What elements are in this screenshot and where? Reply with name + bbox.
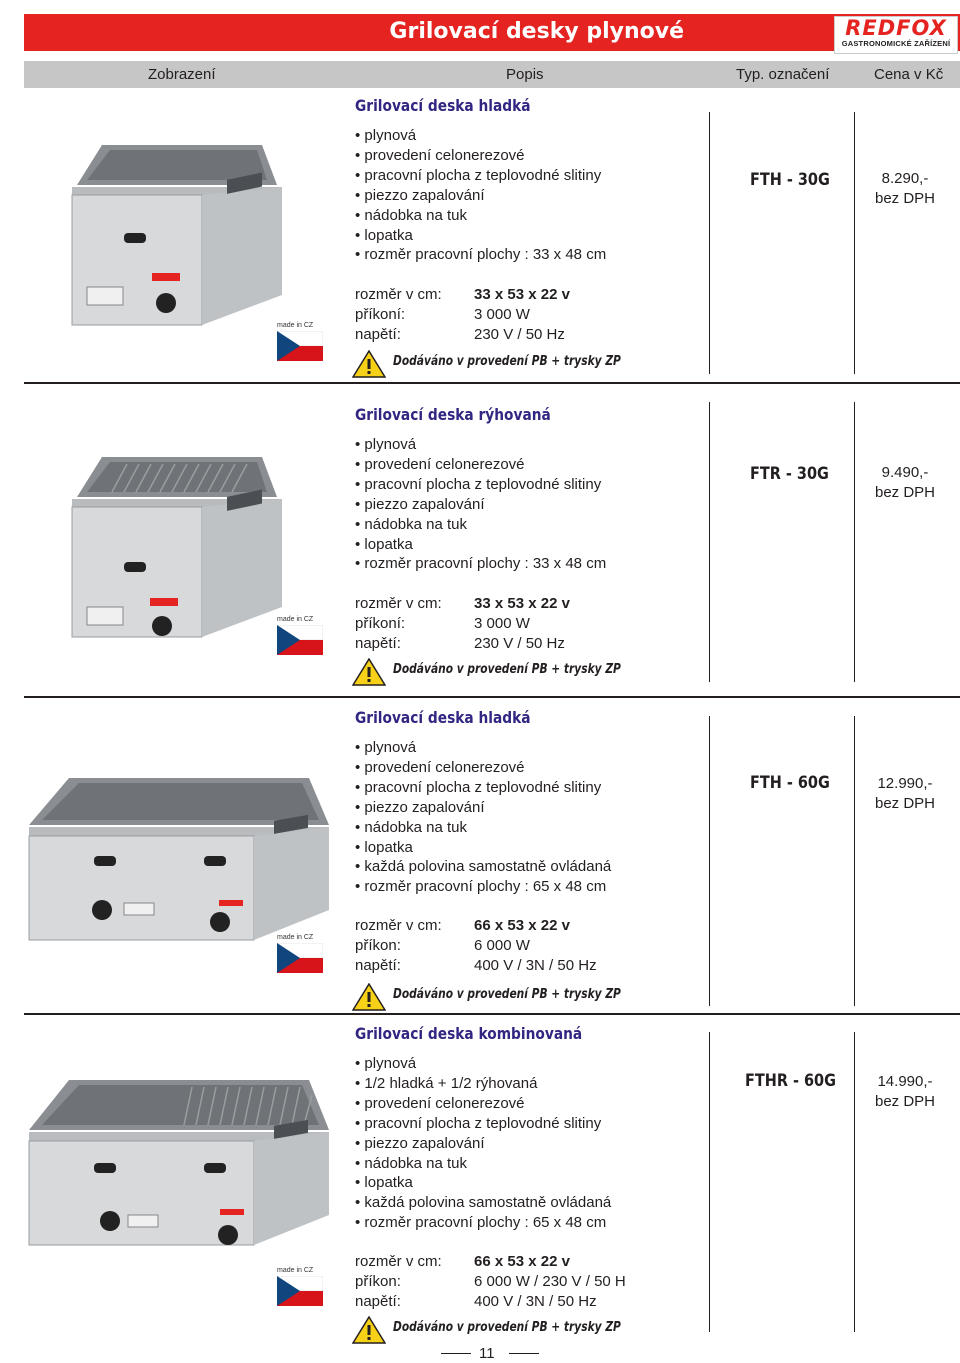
feature-list [355,126,606,265]
column-type: Typ. označení [736,66,830,83]
spec-label: napětí: [355,326,401,343]
price-value: 14.990,- [877,1073,933,1090]
made-in-label: made in CZ [277,322,314,329]
warning-icon [352,1316,386,1344]
product-code: FTH - 30G [750,170,830,190]
czech-flag-icon [277,943,323,973]
feature-item: • rozměr pracovní plochy : 65 x 48 cm [355,877,611,897]
price-block [850,1072,960,1112]
feature-item: • piezzo zapalování [355,186,606,206]
price-block [850,774,960,814]
spec-value: 33 x 53 x 22 v [474,595,570,612]
spec-label: napětí: [355,635,401,652]
feature-item: • provedení celonerezové [355,1094,611,1114]
spec-value: 3 000 W [474,306,530,323]
section-divider [24,382,960,384]
feature-list [355,435,606,574]
spec-value: 230 V / 50 Hz [474,635,565,652]
spec-table [355,285,675,345]
column-divider [709,716,710,1006]
feature-item: • lopatka [355,226,606,246]
supply-note [352,658,621,684]
product-code: FTH - 60G [750,773,830,793]
price-value: 9.490,- [881,464,929,481]
redfox-logo [834,16,958,54]
feature-item: • provedení celonerezové [355,758,611,778]
product-image-griddle [62,452,292,657]
column-image: Zobrazení [148,66,216,83]
feature-item: • pracovní plocha z teplovodné slitiny [355,166,606,186]
spec-label: příkon: [355,1273,401,1290]
price-block [850,169,960,209]
price-vat: bez DPH [874,190,936,207]
feature-item: • provedení celonerezové [355,146,606,166]
page-header-bar [24,14,960,51]
spec-label: příkoní: [355,306,406,323]
feature-item: • plynová [355,126,606,146]
feature-item: • plynová [355,738,611,758]
price-vat: bez DPH [874,795,936,812]
page-title: Grilovací desky plynové [389,19,684,44]
feature-list [355,738,611,897]
spec-value: 33 x 53 x 22 v [474,286,570,303]
product-title: Grilovací deska rýhovaná [355,405,551,424]
spec-table [355,594,675,654]
feature-item: • plynová [355,435,606,455]
warning-icon [352,983,386,1011]
feature-item: • piezzo zapalování [355,798,611,818]
price-vat: bez DPH [874,484,936,501]
product-image-griddle [62,135,292,340]
made-in-label: made in CZ [277,616,314,623]
page-footer [441,1345,541,1363]
made-in-cz-badge [277,934,325,978]
feature-item: • plynová [355,1054,611,1074]
feature-item: • pracovní plocha z teplovodné slitiny [355,475,606,495]
supply-note [352,1316,621,1342]
feature-item: • 1/2 hladká + 1/2 rýhovaná [355,1074,611,1094]
logo-subtitle: GASTRONOMICKÉ ZAŘÍZENÍ [841,39,951,48]
feature-item: • provedení celonerezové [355,455,606,475]
column-header [24,61,960,88]
product-title: Grilovací deska kombinovaná [355,1024,583,1043]
feature-item: • rozměr pracovní plochy : 65 x 48 cm [355,1213,611,1233]
column-divider [709,112,710,374]
feature-item: • piezzo zapalování [355,1134,611,1154]
warning-icon [352,658,386,686]
feature-item: • rozměr pracovní plochy : 33 x 48 cm [355,245,606,265]
footer-rule [509,1353,539,1354]
column-divider [709,402,710,682]
czech-flag-icon [277,625,323,655]
warning-icon [352,350,386,378]
feature-item: • nádobka na tuk [355,515,606,535]
spec-label: rozměr v cm: [355,1253,442,1270]
footer-rule [441,1353,471,1354]
spec-label: rozměr v cm: [355,595,442,612]
spec-label: příkon: [355,937,401,954]
product-image-griddle [24,770,334,950]
made-in-label: made in CZ [277,1267,314,1274]
spec-table [355,916,675,976]
feature-item: • nádobka na tuk [355,206,606,226]
price-value: 12.990,- [877,775,933,792]
spec-value: 400 V / 3N / 50 Hz [474,1293,597,1310]
feature-item: • lopatka [355,1173,611,1193]
product-code: FTR - 30G [750,464,829,484]
product-title: Grilovací deska hladká [355,708,531,727]
column-price: Cena v Kč [874,66,944,83]
note-text: Dodáváno v provedení PB + trysky ZP [393,662,621,677]
feature-item: • nádobka na tuk [355,818,611,838]
price-vat: bez DPH [874,1093,936,1110]
price-value: 8.290,- [881,170,929,187]
czech-flag-icon [277,1276,323,1306]
product-image-griddle [24,1075,334,1255]
spec-table [355,1252,675,1312]
feature-item: • piezzo zapalování [355,495,606,515]
spec-label: napětí: [355,1293,401,1310]
made-in-cz-badge [277,616,325,660]
column-divider [709,1032,710,1332]
note-text: Dodáváno v provedení PB + trysky ZP [393,1320,621,1335]
spec-value: 400 V / 3N / 50 Hz [474,957,597,974]
column-divider [854,402,855,682]
supply-note [352,350,621,376]
spec-value: 6 000 W / 230 V / 50 H [474,1273,626,1290]
feature-item: • pracovní plocha z teplovodné slitiny [355,1114,611,1134]
czech-flag-icon [277,331,323,361]
spec-value: 230 V / 50 Hz [474,326,565,343]
feature-item: • každá polovina samostatně ovládaná [355,857,611,877]
page-number: 11 [479,1345,495,1362]
feature-list [355,1054,611,1233]
product-code: FTHR - 60G [745,1071,836,1091]
made-in-label: made in CZ [277,934,314,941]
product-title: Grilovací deska hladká [355,96,531,115]
feature-item: • lopatka [355,838,611,858]
price-block [850,463,960,503]
feature-item: • pracovní plocha z teplovodné slitiny [355,778,611,798]
feature-item: • rozměr pracovní plochy : 33 x 48 cm [355,554,606,574]
feature-item: • nádobka na tuk [355,1154,611,1174]
made-in-cz-badge [277,1267,325,1311]
feature-item: • každá polovina samostatně ovládaná [355,1193,611,1213]
section-divider [24,1013,960,1015]
note-text: Dodáváno v provedení PB + trysky ZP [393,354,621,369]
spec-value: 3 000 W [474,615,530,632]
spec-label: příkoní: [355,615,406,632]
column-divider [854,112,855,374]
logo-brand: REDFOX [845,16,947,40]
column-divider [854,716,855,1006]
spec-value: 66 x 53 x 22 v [474,1253,570,1270]
made-in-cz-badge [277,322,325,366]
feature-item: • lopatka [355,535,606,555]
spec-label: napětí: [355,957,401,974]
spec-value: 6 000 W [474,937,530,954]
note-text: Dodáváno v provedení PB + trysky ZP [393,987,621,1002]
spec-label: rozměr v cm: [355,286,442,303]
column-description: Popis [506,66,544,83]
spec-label: rozměr v cm: [355,917,442,934]
section-divider [24,696,960,698]
spec-value: 66 x 53 x 22 v [474,917,570,934]
supply-note [352,983,621,1009]
